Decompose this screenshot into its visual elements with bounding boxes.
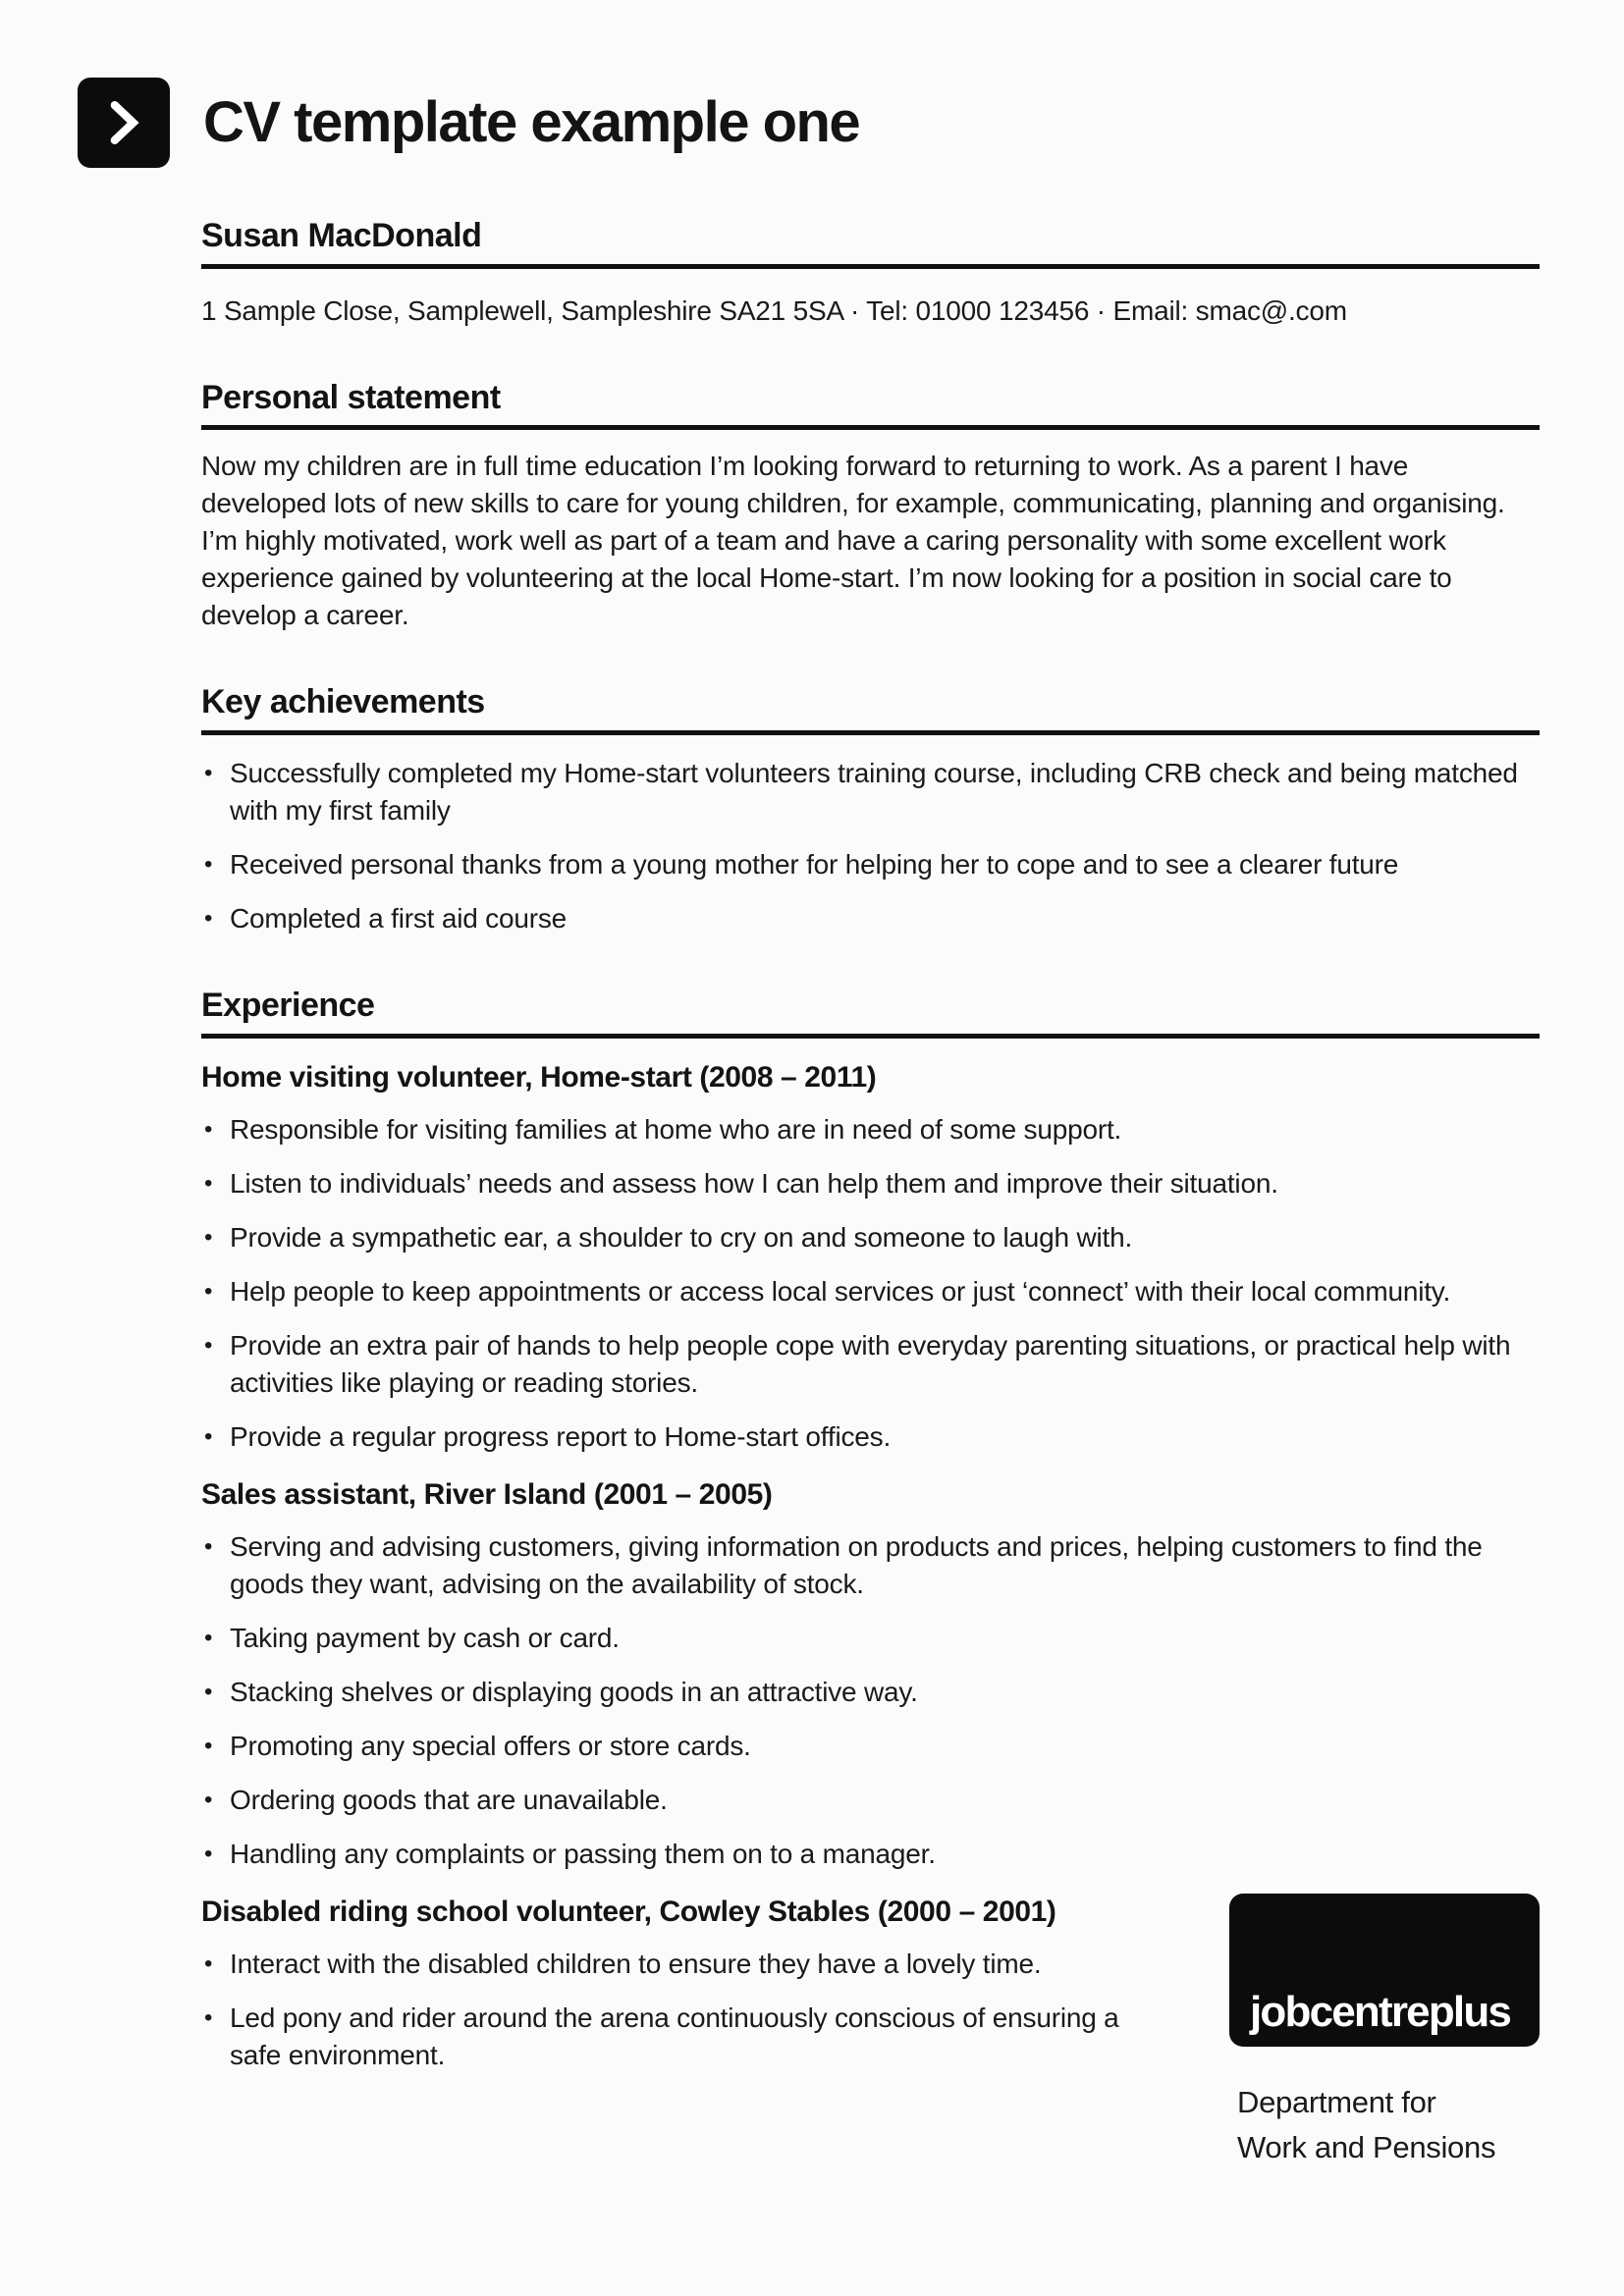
job-title: Disabled riding school volunteer, Cowley Stables (2000 – 2001) — [201, 1895, 1056, 1928]
list-item: • Ordering goods that are unavailable. — [201, 1782, 1540, 1819]
job-duties-list — [201, 1111, 1540, 1456]
job-duties-list — [201, 1946, 1540, 2074]
experience-heading: Experience — [201, 988, 1540, 1039]
list-item: • Stacking shelves or displaying goods in an attractive way. — [201, 1674, 1540, 1711]
list-item: • Successfully completed my Home-start volunteers training course, including CRB check and being matched with my first family — [201, 755, 1540, 829]
key-achievements-heading: Key achievements — [201, 685, 1540, 735]
list-item: • Promoting any special offers or store cards. — [201, 1728, 1540, 1765]
department-caption — [1229, 2080, 1540, 2170]
list-item: • Provide a sympathetic ear, a shoulder to cry on and someone to laugh with. — [201, 1219, 1540, 1256]
job-title: Sales assistant, River Island (2001 – 2005) — [201, 1477, 773, 1511]
key-achievements-list — [201, 755, 1540, 937]
list-item: • Listen to individuals’ needs and assess how I can help them and improve their situation. — [201, 1165, 1540, 1202]
section-contact — [201, 219, 1540, 330]
jobcentreplus-logo-text: jobcentreplus — [1250, 1987, 1511, 2036]
department-caption-line2: Work and Pensions — [1237, 2129, 1496, 2164]
document-body — [0, 217, 1624, 2164]
list-item: • Handling any complaints or passing them on to a manager. — [201, 1836, 1540, 1873]
department-caption-line1: Department for — [1237, 2084, 1436, 2119]
list-item: • Taking payment by cash or card. — [201, 1620, 1540, 1657]
personal-statement-body: Now my children are in full time education I’m looking forward to returning to work. As a parent I have developed lots of new skills to care for young children, for example, communicating, planning and organising. I’m highly motivated, work well as part of a team and have a caring personality with some excellent work experience gained by volunteering at the local Home-start. I’m now looking for a position in social care to develop a career. — [201, 451, 1505, 631]
job-duties-list — [201, 1528, 1540, 1873]
list-item: • Completed a first aid course — [201, 900, 1540, 937]
job-entry-home-start — [201, 1060, 1540, 1456]
list-item: • Led pony and rider around the arena continuously conscious of ensuring a safe environment. — [201, 2000, 1540, 2074]
personal-statement-heading: Personal statement — [201, 381, 1540, 431]
contact-name-heading: Susan MacDonald — [201, 219, 1540, 269]
contact-details-line: 1 Sample Close, Samplewell, Sampleshire SA21 5SA · Tel: 01000 123456 · Email: smac@.com — [201, 294, 1347, 326]
list-item: • Provide an extra pair of hands to help people cope with everyday parenting situations, or practical help with activities like playing or reading stories. — [201, 1327, 1540, 1402]
chevron-badge-icon — [78, 78, 170, 168]
job-entry-river-island — [201, 1477, 1540, 1873]
list-item: • Serving and advising customers, giving information on products and prices, helping customers to find the goods they want, advising on the availability of stock. — [201, 1528, 1540, 1603]
list-item: • Responsible for visiting families at home who are in need of some support. — [201, 1111, 1540, 1148]
list-item: • Provide a regular progress report to Home-start offices. — [201, 1418, 1540, 1456]
list-item: • Help people to keep appointments or access local services or just ‘connect’ with their local community. — [201, 1273, 1540, 1310]
list-item: • Interact with the disabled children to ensure they have a lovely time. — [201, 1946, 1540, 1983]
page-title: CV template example one — [203, 90, 860, 154]
section-experience — [201, 987, 1540, 2164]
section-personal-statement — [201, 378, 1540, 635]
job-title: Home visiting volunteer, Home-start (2008 – 2011) — [201, 1060, 877, 1094]
document-header — [0, 0, 1624, 168]
section-key-achievements — [201, 685, 1540, 937]
list-item: • Received personal thanks from a young mother for helping her to cope and to see a clearer future — [201, 846, 1540, 883]
